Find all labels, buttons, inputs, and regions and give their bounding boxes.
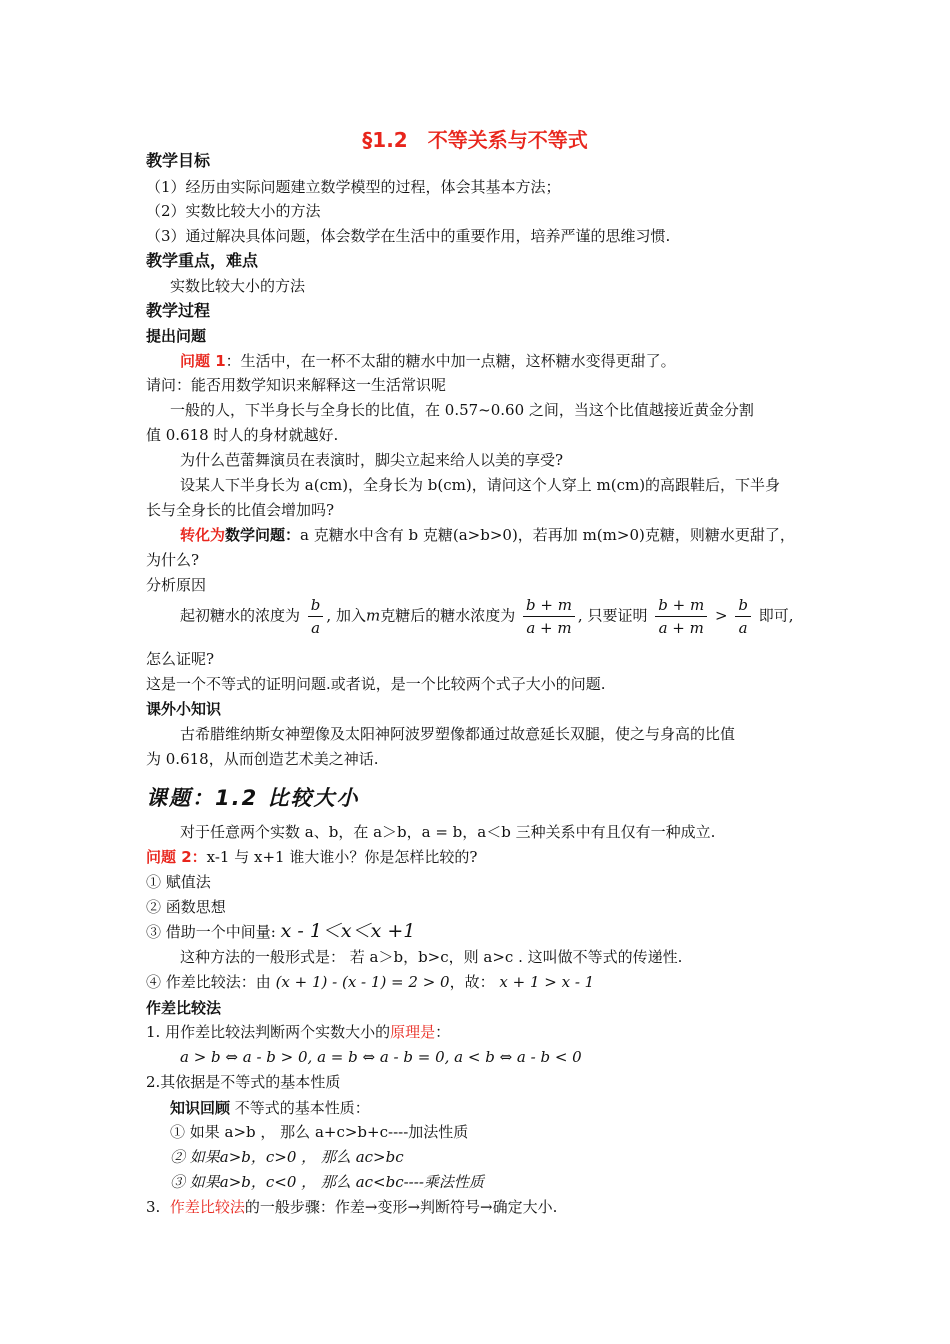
page-title: §1.2 不等关系与不等式: [362, 128, 588, 152]
extra-knowledge-b: 为 0.618，从而创造艺术美之神话.: [146, 750, 379, 768]
conversion-text: a 克糖水中含有 b 克糖(a>b>0)，若再加 m(m>0)克糖，则糖水更甜了，: [300, 526, 795, 544]
method-4: [146, 971, 594, 993]
principle-formula: a > b ⇔ a - b > 0, a = b ⇔ a - b = 0, a < b ⇔ a - b < 0: [180, 1048, 582, 1066]
this-is-line: 这是一个不等式的证明问题.或者说，是一个比较两个式子大小的问题.: [146, 675, 606, 693]
formula-m: m: [365, 606, 381, 625]
difference-step-2: 2.其依据是不等式的基本性质: [146, 1073, 341, 1091]
formula-text-3: 克糖后的糖水浓度为: [380, 606, 516, 625]
keypoints-heading: 教学重点，难点: [146, 251, 259, 270]
ask-line: 请问：能否用数学知识来解释这一生活常识呢: [146, 376, 447, 394]
process-heading: 教学过程: [146, 301, 211, 320]
question-1-label: 问题 1: [180, 352, 226, 370]
formula-text-4: , 只要证明: [577, 606, 648, 625]
math-problem-label: 数学问题：: [225, 526, 301, 544]
fraction-numerator: b + m: [523, 594, 575, 617]
method-1: ① 赋值法: [146, 873, 211, 891]
method-3-math: x - 1＜x＜x +1: [280, 920, 416, 942]
raise-question-heading: 提出问题: [146, 327, 207, 345]
fraction-numerator: b: [735, 594, 751, 617]
question-2-text: x-1 与 x+1 谁大谁小？你是怎样比较的?: [206, 848, 478, 866]
fraction-bm-over-am-2: [655, 594, 707, 639]
method-3: [146, 920, 415, 943]
property-3: ③ 如果a>b，c<0 ， 那么 ac<bc----乘法性质: [170, 1173, 484, 1191]
method-4-result: x + 1 > x - 1: [499, 973, 595, 991]
lesson-heading: 课题：1.2 比较大小: [146, 786, 360, 810]
transitivity-line: 这种方法的一般形式是： 若 a＞b，b>c，则 a>c . 这叫做不等式的传递性.: [180, 948, 683, 966]
method-3-label: ③ 借助一个中间量:: [146, 923, 276, 941]
review-label: 知识回顾: [170, 1099, 231, 1117]
review-text: 不等式的基本性质：: [234, 1099, 370, 1117]
question-2-label: 问题 2：: [146, 848, 207, 866]
how-to-prove: 怎么证呢?: [146, 650, 215, 668]
formula-text-5: 即可,: [758, 606, 794, 625]
fraction-denominator: a: [738, 619, 748, 637]
method-4-label: ④ 作差比较法：由: [146, 973, 271, 991]
goal-item-3: （3）通过解决具体问题，体会数学在生活中的重要作用，培养严谨的思维习惯.: [146, 227, 671, 245]
conversion-why: 为什么?: [146, 551, 200, 569]
fraction-denominator: a + m: [658, 619, 704, 637]
formula-text-1: 起初糖水的浓度为: [180, 606, 301, 625]
difference-step-3: [146, 1196, 557, 1218]
difference-method-heading: 作差比较法: [146, 999, 222, 1017]
greater-than-sign: >: [714, 606, 728, 625]
step-3-number: 3.: [146, 1198, 161, 1216]
fraction-b-over-a: [308, 594, 324, 639]
step-1-colon: ：: [435, 1023, 451, 1041]
goals-heading: 教学目标: [146, 151, 211, 170]
keypoints-text: 实数比较大小的方法: [170, 277, 306, 295]
fraction-bm-over-am: [523, 594, 575, 639]
method-4-math: (x + 1) - (x - 1) = 2 > 0: [275, 973, 450, 991]
heel-paragraph-a: 设某人下半身长为 a(cm)，全身长为 b(cm)，请问这个人穿上 m(cm)的高跟鞋后，下半身: [180, 476, 781, 494]
question-1: [180, 350, 676, 372]
lesson-intro: 对于任意两个实数 a、b，在 a＞b，a = b，a＜b 三种关系中有且仅有一种成立.: [180, 823, 716, 841]
step-1-prefix: 1. 用作差比较法判断两个实数大小的: [146, 1023, 391, 1041]
step-3-text: 的一般步骤：作差→变形→判断符号→确定大小.: [244, 1198, 558, 1216]
goal-item-1: （1）经历由实际问题建立数学模型的过程，体会其基本方法；: [146, 178, 561, 196]
fraction-b-over-a-2: [735, 594, 751, 639]
property-1: ① 如果 a>b ， 那么 a+c>b+c----加法性质: [170, 1123, 469, 1141]
ratio-paragraph-a: 一般的人，下半身长与全身长的比值，在 0.57~0.60 之间，当这个比值越接近黄金分割: [170, 401, 754, 419]
difference-step-1: [146, 1021, 450, 1043]
method-2: ② 函数思想: [146, 898, 226, 916]
fraction-denominator: a: [311, 619, 321, 637]
method-4-mid: ，故：: [449, 973, 495, 991]
fraction-numerator: b + m: [655, 594, 707, 617]
goal-item-2: （2）实数比较大小的方法: [146, 202, 321, 220]
extra-knowledge-a: 古希腊维纳斯女神塑像及太阳神阿波罗塑像都通过故意延长双腿，使之与身高的比值: [180, 725, 736, 743]
extra-knowledge-heading: 课外小知识: [146, 700, 222, 718]
conversion-label: 转化为: [180, 526, 226, 544]
fraction-denominator: a + m: [526, 619, 572, 637]
ballet-question: 为什么芭蕾舞演员在表演时，脚尖立起来给人以美的享受?: [180, 451, 564, 469]
question-2: [146, 846, 477, 868]
formula-text-2: , 加入: [326, 606, 366, 625]
difference-method-label: 作差比较法: [169, 1198, 245, 1216]
ratio-paragraph-b: 值 0.618 时人的身材就越好.: [146, 426, 339, 444]
analysis-heading: 分析原因: [146, 576, 207, 594]
concentration-formula-line: [180, 594, 794, 639]
question-1-text: ：生活中，在一杯不太甜的糖水中加一点糖，这杯糖水变得更甜了。: [225, 352, 676, 370]
fraction-numerator: b: [308, 594, 324, 617]
conversion-line: [180, 524, 795, 546]
review-line: [170, 1097, 370, 1119]
principle-label: 原理是: [390, 1023, 436, 1041]
heel-paragraph-b: 长与全身长的比值会增加吗?: [146, 501, 335, 519]
property-2: ② 如果a>b，c>0 ， 那么 ac>bc: [170, 1148, 404, 1166]
